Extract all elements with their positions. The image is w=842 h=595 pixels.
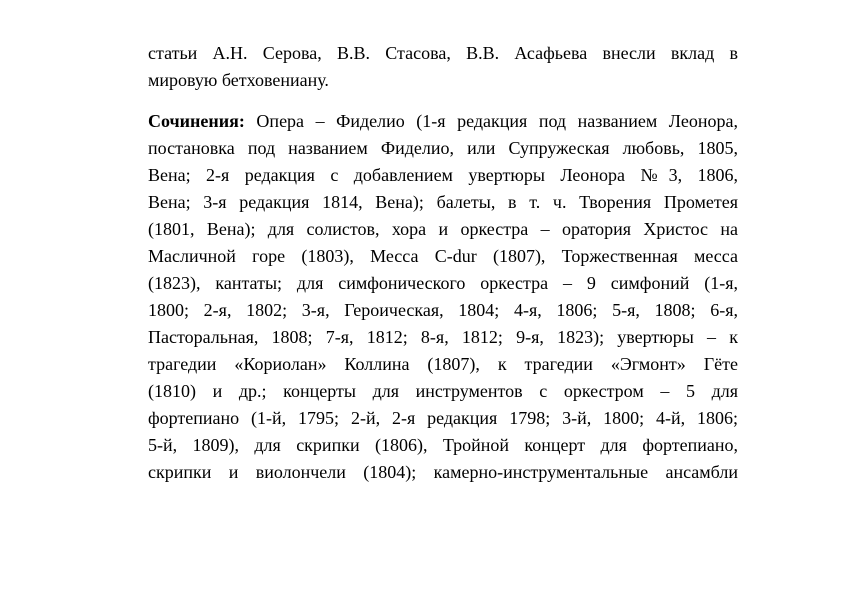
paragraph-gap: [148, 94, 738, 108]
text-line: 5-й, 1809), для скрипки (1806), Тройной концерт для фортепиано,: [148, 435, 738, 455]
text-line: постановка под названием Фиделио, или Супружеская любовь, 1805,: [148, 138, 738, 158]
text-line: фортепиано (1-й, 1795; 2-й, 2-я редакция 1798; 3-й, 1800; 4-й, 1806;: [148, 408, 738, 428]
text-line-first: [148, 108, 738, 135]
paragraph-works: [148, 108, 738, 486]
text-line: 1800; 2-я, 1802; 3-я, Героическая, 1804; 4-я, 1806; 5-я, 1808; 6-я,: [148, 300, 738, 320]
text-fragment: Опера – Фиделио (1-я редакция под названием Леонора,: [244, 111, 738, 131]
text-line: (1823), кантаты; для симфонического оркестра – 9 симфоний (1-я,: [148, 273, 738, 293]
text-line: Масличной горе (1803), Месса C-dur (1807), Торжественная месса: [148, 246, 738, 266]
text-line: статьи А.Н. Серова, В.В. Стасова, В.В. Асафьева внесли вклад в: [148, 43, 738, 63]
text-line: Вена; 3-я редакция 1814, Вена); балеты, в т. ч. Творения Прометея: [148, 192, 738, 212]
section-heading: Сочинения:: [148, 111, 245, 131]
text-line: трагедии «Кориолан» Коллина (1807), к трагедии «Эгмонт» Гёте: [148, 354, 738, 374]
text-line: скрипки и виолончели (1804); камерно-инструментальные ансамбли: [148, 462, 738, 482]
paragraph-intro: [148, 40, 738, 94]
text-line: Пасторальная, 1808; 7-я, 1812; 8-я, 1812; 9-я, 1823); увертюры – к: [148, 327, 738, 347]
text-line: (1810) и др.; концерты для инструментов с оркестром – 5 для: [148, 381, 738, 401]
text-line: (1801, Вена); для солистов, хора и оркестра – оратория Христос на: [148, 219, 738, 239]
text-line: Вена; 2-я редакция с добавлением увертюры Леонора №3, 1806,: [148, 165, 738, 185]
text-line: мировую бетховениану.: [148, 70, 329, 90]
text-column: [148, 40, 738, 486]
